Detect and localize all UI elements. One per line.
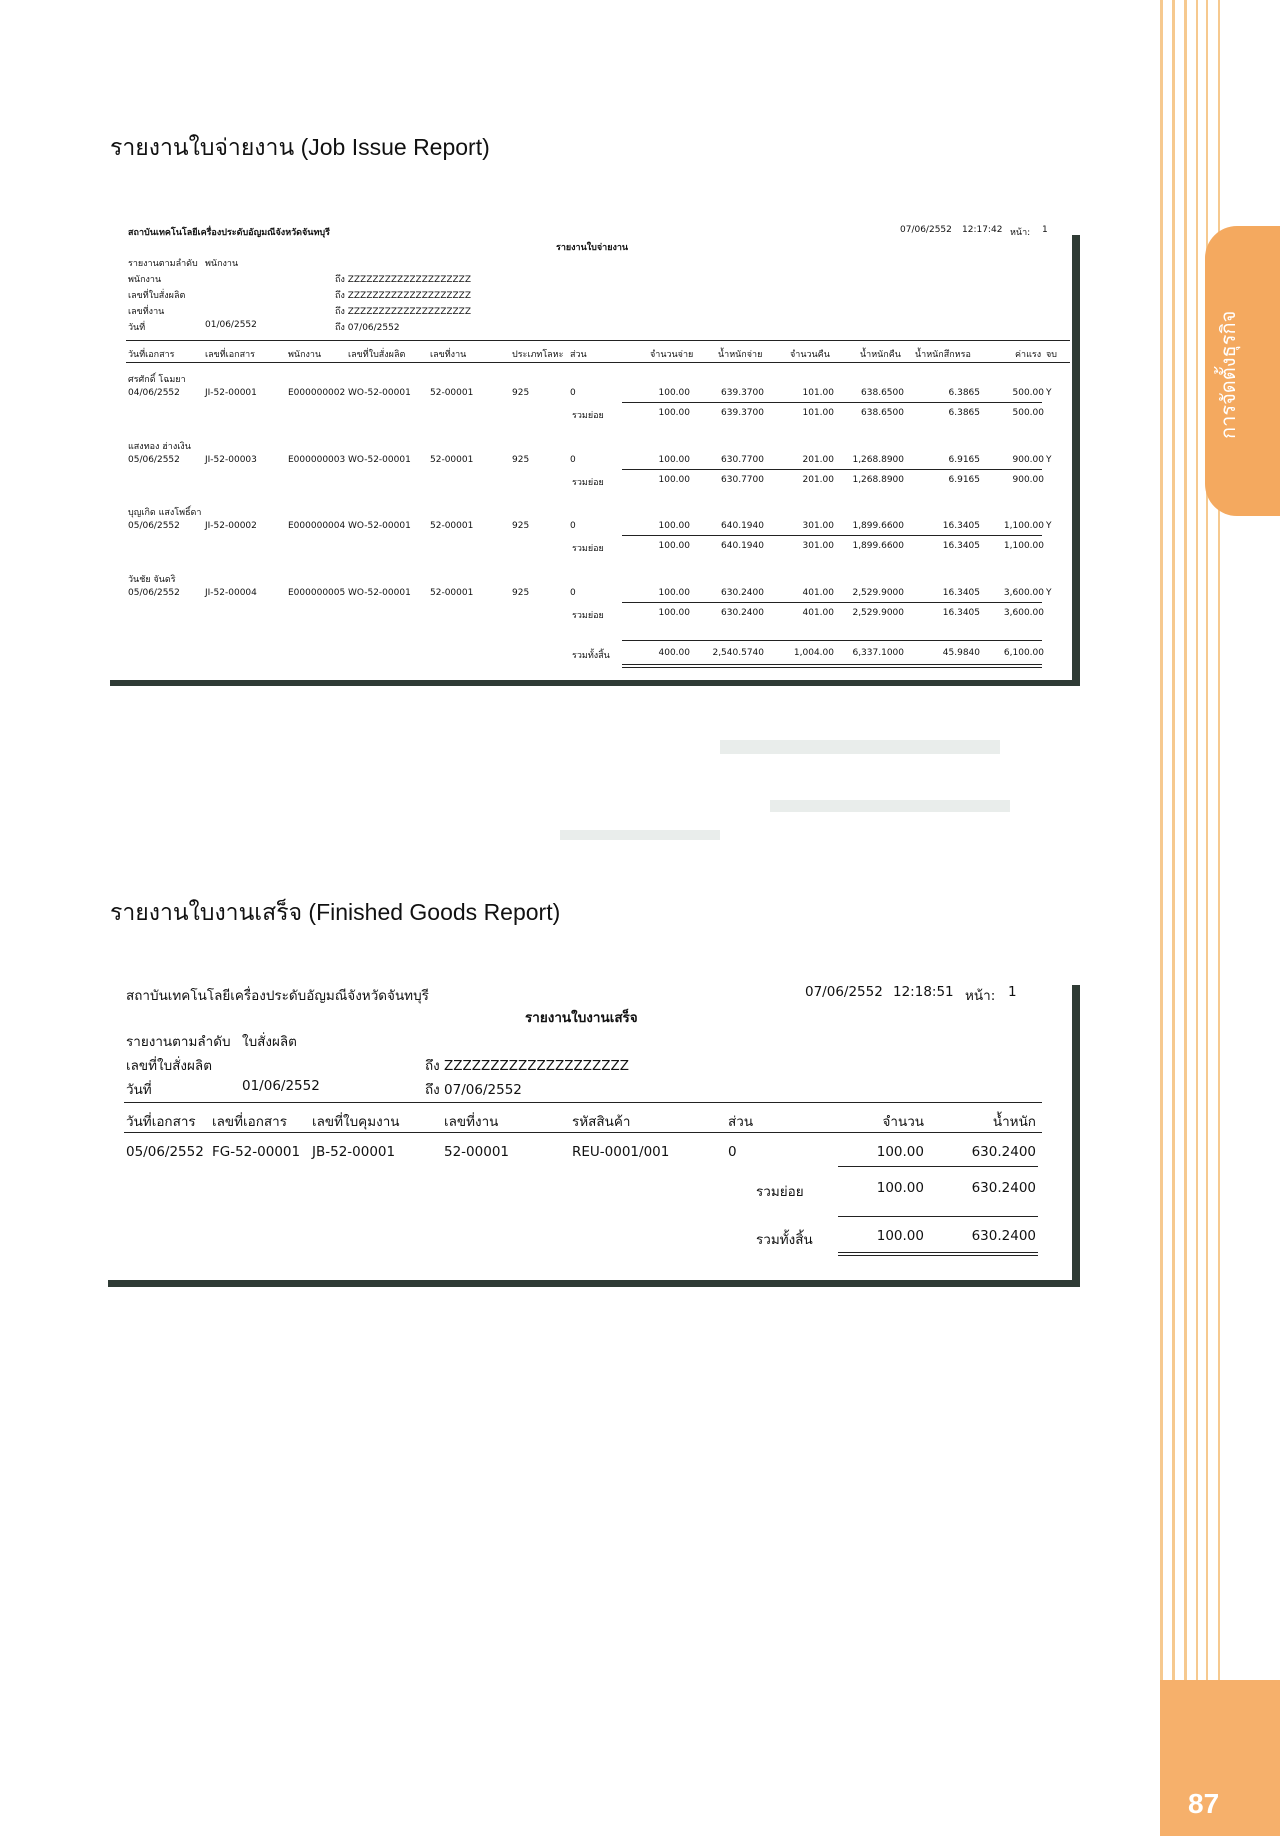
subtotal-rule	[622, 602, 1042, 603]
total-value: 2,540.5740	[712, 648, 764, 658]
column-header: เลขที่ใบคุมงาน	[312, 1114, 400, 1130]
table-cell: 100.00	[658, 455, 690, 465]
total-value: 6,100.00	[1003, 648, 1044, 658]
page-number: 87	[1188, 1788, 1220, 1819]
column-header: เลขที่เอกสาร	[212, 1114, 287, 1130]
finished-goods-section-title: รายงานใบงานเสร็จ (Finished Goods Report)	[110, 899, 561, 925]
table-cell: E000000005	[288, 588, 346, 598]
table-cell: Y	[1046, 588, 1052, 598]
table-cell: 04/06/2552	[128, 388, 180, 398]
subtotal-value: 630.2400	[971, 1180, 1036, 1196]
filter-from: ใบสั่งผลิต	[242, 1034, 297, 1050]
table-cell: 925	[512, 521, 530, 531]
total-value: 1,004.00	[793, 648, 834, 658]
table-cell: 638.6500	[861, 388, 904, 398]
table-cell: 05/06/2552	[128, 521, 180, 531]
table-cell: 401.00	[802, 588, 834, 598]
table-cell: E000000003	[288, 455, 346, 465]
column-header: จบ	[1046, 350, 1057, 360]
table-cell: 100.00	[658, 521, 690, 531]
column-header: ส่วน	[728, 1114, 754, 1130]
table-cell: 0	[570, 455, 576, 465]
filter-to: ถึง ZZZZZZZZZZZZZZZZZZZZ	[335, 291, 472, 301]
filter-label: รายงานตามลำดับ	[126, 1034, 231, 1050]
table-cell: 52-00001	[430, 388, 474, 398]
page-label: หน้า:	[1010, 228, 1031, 238]
subtotal-value: 100.00	[658, 408, 690, 418]
page-label: หน้า:	[965, 988, 996, 1004]
column-header: น้ำหนักสึกหรอ	[915, 350, 971, 360]
table-cell: 52-00001	[430, 521, 474, 531]
table-cell: 639.3700	[721, 388, 764, 398]
filter-from: 01/06/2552	[242, 1078, 320, 1094]
table-cell: FG-52-00001	[212, 1144, 301, 1160]
table-cell: E000000004	[288, 521, 346, 531]
subtotal-value: 401.00	[802, 608, 834, 618]
table-cell: 100.00	[658, 588, 690, 598]
table-cell: 0	[570, 521, 576, 531]
table-cell: 52-00001	[430, 588, 474, 598]
table-cell: WO-52-00001	[348, 521, 411, 531]
total-value: 100.00	[876, 1228, 924, 1244]
table-cell: JI-52-00004	[205, 588, 257, 598]
subtotal-label: รวมย่อย	[572, 411, 604, 421]
table-cell: 1,100.00	[1003, 521, 1044, 531]
subtotal-value: 639.3700	[721, 408, 764, 418]
table-cell: Y	[1046, 521, 1052, 531]
group-name: ศรศักดิ์ โฉมยา	[128, 375, 186, 385]
margin-stripe	[1160, 0, 1163, 1836]
subtotal-value: 638.6500	[861, 408, 904, 418]
subtotal-value: 6.3865	[948, 408, 980, 418]
filter-to: ถึง 07/06/2552	[335, 323, 400, 333]
table-cell: 101.00	[802, 388, 834, 398]
total-value: 45.9840	[942, 648, 980, 658]
table-cell: 925	[512, 588, 530, 598]
table-cell: 500.00	[1012, 388, 1044, 398]
subtotal-value: 630.2400	[721, 608, 764, 618]
filter-to: ถึง ZZZZZZZZZZZZZZZZZZZZ	[335, 307, 472, 317]
org-name: สถาบันเทคโนโลยีเครื่องประดับอัญมณีจังหวัดจันทบุรี	[126, 988, 429, 1004]
subtotal-value: 301.00	[802, 541, 834, 551]
column-header: เลขที่ใบสั่งผลิต	[348, 350, 406, 360]
page-number-box	[1160, 1680, 1280, 1836]
table-cell: 1,899.6600	[852, 521, 904, 531]
subtotal-value: 201.00	[802, 475, 834, 485]
subtotal-value: 1,100.00	[1003, 541, 1044, 551]
table-cell: Y	[1046, 388, 1052, 398]
table-cell: 3,600.00	[1003, 588, 1044, 598]
subtotal-rule	[622, 535, 1042, 536]
filter-to: ถึง ZZZZZZZZZZZZZZZZZZZZ	[335, 275, 472, 285]
table-cell: 52-00001	[444, 1144, 509, 1160]
subtotal-value: 630.7700	[721, 475, 764, 485]
table-cell: 201.00	[802, 455, 834, 465]
group-name: บุญเกิด แสงโพธิ์ดา	[128, 508, 202, 518]
column-header: ประเภทโลหะ	[512, 350, 564, 360]
table-cell: 05/06/2552	[128, 455, 180, 465]
subtotal-value: 16.3405	[942, 608, 980, 618]
column-header: วันที่เอกสาร	[126, 1114, 196, 1130]
table-cell: 0	[570, 388, 576, 398]
table-cell: 2,529.9000	[852, 588, 904, 598]
page-no: 1	[1008, 984, 1017, 1000]
filter-label: วันที่	[126, 1082, 152, 1098]
column-header: จำนวน	[882, 1114, 924, 1130]
table-cell: 100.00	[876, 1144, 924, 1160]
report-time: 12:18:51	[893, 984, 954, 1000]
table-cell: WO-52-00001	[348, 388, 411, 398]
page-no: 1	[1042, 225, 1048, 235]
filter-from: 01/06/2552	[205, 320, 257, 330]
total-label: รวมทั้งสิ้น	[572, 651, 610, 661]
show-through	[720, 740, 1000, 754]
report-title: รายงานใบงานเสร็จ	[525, 1010, 638, 1026]
table-cell: 6.9165	[948, 455, 980, 465]
table-cell: 925	[512, 388, 530, 398]
column-header: น้ำหนักจ่าย	[718, 350, 763, 360]
report-time: 12:17:42	[962, 225, 1003, 235]
column-header: เลขที่งาน	[444, 1114, 499, 1130]
table-cell: WO-52-00001	[348, 455, 411, 465]
total-value: 6,337.1000	[852, 648, 904, 658]
subtotal-value: 6.9165	[948, 475, 980, 485]
table-cell: 900.00	[1012, 455, 1044, 465]
table-cell: 0	[570, 588, 576, 598]
column-header: จำนวนคืน	[790, 350, 830, 360]
group-name: วันชัย จันดริ	[128, 575, 176, 585]
table-cell: 640.1940	[721, 521, 764, 531]
table-cell: JB-52-00001	[312, 1144, 396, 1160]
report-shadow	[110, 680, 1080, 686]
filter-to: ถึง 07/06/2552	[425, 1082, 522, 1098]
table-cell: 630.2400	[721, 588, 764, 598]
column-header: รหัสสินค้า	[572, 1114, 631, 1130]
org-name: สถาบันเทคโนโลยีเครื่องประดับอัญมณีจังหวัดจันทบุรี	[128, 228, 330, 238]
column-header: น้ำหนักคืน	[860, 350, 901, 360]
table-cell: 301.00	[802, 521, 834, 531]
job-issue-section-title: รายงานใบจ่ายงาน (Job Issue Report)	[110, 134, 490, 160]
filter-from: พนักงาน	[205, 259, 239, 269]
table-cell: JI-52-00003	[205, 455, 257, 465]
subtotal-value: 2,529.9000	[852, 608, 904, 618]
table-cell: 16.3405	[942, 588, 980, 598]
subtotal-rule	[622, 402, 1042, 403]
group-name: แสงทอง ฮ่างเงิน	[128, 442, 191, 452]
subtotal-rule	[622, 469, 1042, 470]
subtotal-value: 100.00	[876, 1180, 924, 1196]
margin-stripe	[1196, 0, 1198, 1836]
subtotal-value: 100.00	[658, 608, 690, 618]
column-header: วันที่เอกสาร	[128, 350, 175, 360]
show-through	[770, 800, 1010, 812]
table-cell: Y	[1046, 455, 1052, 465]
subtotal-value: 640.1940	[721, 541, 764, 551]
total-label: รวมทั้งสิ้น	[756, 1232, 813, 1248]
table-cell: 52-00001	[430, 455, 474, 465]
table-cell: 0	[728, 1144, 737, 1160]
column-header: พนักงาน	[288, 350, 322, 360]
subtotal-value: 3,600.00	[1003, 608, 1044, 618]
margin-stripe	[1172, 0, 1175, 1836]
report-title: รายงานใบจ่ายงาน	[556, 243, 629, 253]
report-shadow	[108, 1280, 1080, 1287]
table-cell: 100.00	[658, 388, 690, 398]
table-cell: 630.7700	[721, 455, 764, 465]
table-cell: JI-52-00002	[205, 521, 257, 531]
table-cell: 6.3865	[948, 388, 980, 398]
subtotal-label: รวมย่อย	[572, 544, 604, 554]
subtotal-value: 16.3405	[942, 541, 980, 551]
filter-label: รายงานตามลำดับ	[128, 259, 198, 269]
table-cell: JI-52-00001	[205, 388, 257, 398]
subtotal-value: 101.00	[802, 408, 834, 418]
subtotal-value: 900.00	[1012, 475, 1044, 485]
table-cell: 630.2400	[971, 1144, 1036, 1160]
report-shadow	[1072, 235, 1080, 685]
filter-label: พนักงาน	[128, 275, 162, 285]
column-header: เลขที่เอกสาร	[205, 350, 255, 360]
table-cell: WO-52-00001	[348, 588, 411, 598]
report-date: 07/06/2552	[900, 225, 952, 235]
subtotal-label: รวมย่อย	[572, 478, 604, 488]
subtotal-label: รวมย่อย	[572, 611, 604, 621]
table-cell: 16.3405	[942, 521, 980, 531]
margin-stripe	[1184, 0, 1187, 1836]
column-header: จำนวนจ่าย	[650, 350, 694, 360]
subtotal-value: 500.00	[1012, 408, 1044, 418]
table-cell: REU-0001/001	[572, 1144, 670, 1160]
subtotal-label: รวมย่อย	[756, 1184, 804, 1200]
table-cell: 1,268.8900	[852, 455, 904, 465]
filter-label: เลขที่งาน	[128, 307, 165, 317]
subtotal-value: 100.00	[658, 541, 690, 551]
subtotal-value: 1,268.8900	[852, 475, 904, 485]
subtotal-value: 100.00	[658, 475, 690, 485]
filter-to: ถึง ZZZZZZZZZZZZZZZZZZZZ	[425, 1058, 630, 1074]
chapter-side-tab-label: การจัดตั้งธุรกิจ	[1216, 310, 1240, 440]
show-through	[560, 830, 720, 840]
report-shadow	[1072, 985, 1080, 1285]
table-cell: 05/06/2552	[128, 588, 180, 598]
column-header: ค่าแรง	[1015, 350, 1042, 360]
filter-label: เลขที่ใบสั่งผลิต	[126, 1058, 212, 1074]
table-cell: E000000002	[288, 388, 346, 398]
subtotal-value: 1,899.6600	[852, 541, 904, 551]
total-value: 400.00	[658, 648, 690, 658]
column-header: เลขที่งาน	[430, 350, 467, 360]
filter-label: เลขที่ใบสั่งผลิต	[128, 291, 186, 301]
report-date: 07/06/2552	[805, 984, 883, 1000]
column-header: น้ำหนัก	[992, 1114, 1036, 1130]
total-value: 630.2400	[971, 1228, 1036, 1244]
table-cell: 925	[512, 455, 530, 465]
table-cell: 05/06/2552	[126, 1144, 204, 1160]
filter-label: วันที่	[128, 323, 146, 333]
column-header: ส่วน	[570, 350, 587, 360]
